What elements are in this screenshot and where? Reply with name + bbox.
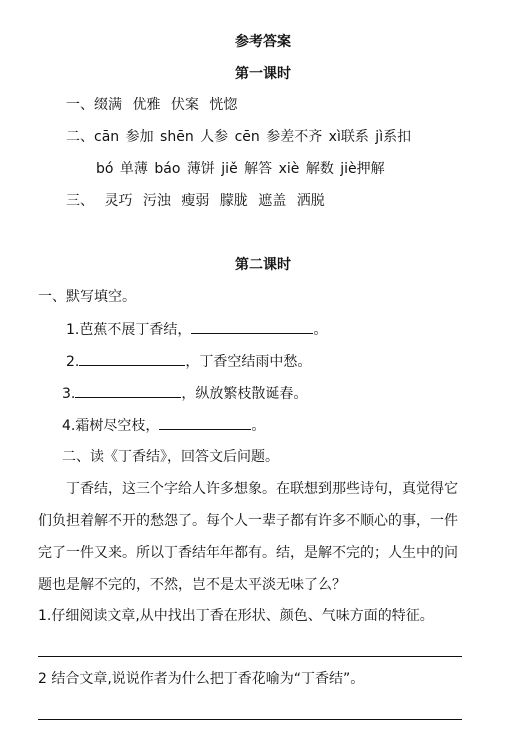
fill-item-3-end: ，纵放繁枝散诞春。	[181, 386, 308, 402]
passage-line-4: 题也是解不完的，不然，岂不是太平淡无味了么？	[38, 577, 346, 593]
lesson2-heading: 第二课时	[235, 257, 291, 273]
fill-item-4-text: 4.霜树尽空枝，	[62, 418, 160, 434]
section2-title: 二、读《丁香结》，回答文后问题。	[62, 449, 279, 465]
question-1: 1.仔细阅读文章,从中找出丁香在形状、颜色、气味方面的特征。	[38, 608, 434, 624]
answer-line-2[interactable]	[38, 719, 462, 720]
fill-item-1	[66, 319, 327, 340]
passage-line-2: 们负担着解不开的愁怨了。每个人一辈子都有许多不顺心的事，一件	[38, 513, 458, 529]
fill-item-1-end: 。	[313, 322, 328, 338]
passage-line-3: 完了一件又来。所以丁香结年年都有。结，是解不完的；人生中的问	[38, 545, 458, 561]
answers-title: 参考答案	[235, 34, 291, 50]
answer-line-1[interactable]	[38, 656, 462, 657]
answer-q2-line1: 二、cān 参加 shēn 人参 cēn 参差不齐 xì联系 jì系扣	[66, 129, 412, 145]
fill-item-2-end: ，丁香空结雨中愁。	[185, 354, 312, 370]
fill-blank-2[interactable]	[79, 351, 185, 366]
fill-blank-1[interactable]	[191, 319, 313, 334]
fill-item-3-text: 3.	[62, 386, 76, 402]
section1-title: 一、默写填空。	[38, 289, 136, 305]
fill-item-3	[62, 383, 307, 404]
fill-blank-3[interactable]	[75, 383, 181, 398]
answer-q3: 三、 灵巧 污浊 瘦弱 朦胧 遮盖 洒脱	[66, 193, 325, 209]
lesson1-heading: 第一课时	[235, 66, 291, 82]
passage-line-1: 丁香结，这三个字给人许多想象。在联想到那些诗句，真觉得它	[66, 481, 458, 497]
fill-item-2-text: 2.	[66, 354, 80, 370]
fill-item-1-text: 1.芭蕉不展丁香结，	[66, 322, 192, 338]
answer-q2-line2: bó 单薄 báo 薄饼 jiě 解答 xiè 解数 jiè押解	[96, 161, 385, 177]
fill-blank-4[interactable]	[159, 415, 251, 430]
question-2: 2 结合文章,说说作者为什么把丁香花喻为“丁香结”。	[38, 671, 365, 687]
fill-item-2	[66, 351, 311, 372]
answer-q1: 一、缀满 优雅 伏案 恍惚	[66, 97, 238, 113]
fill-item-4-end: 。	[251, 418, 266, 434]
fill-item-4	[62, 415, 265, 436]
